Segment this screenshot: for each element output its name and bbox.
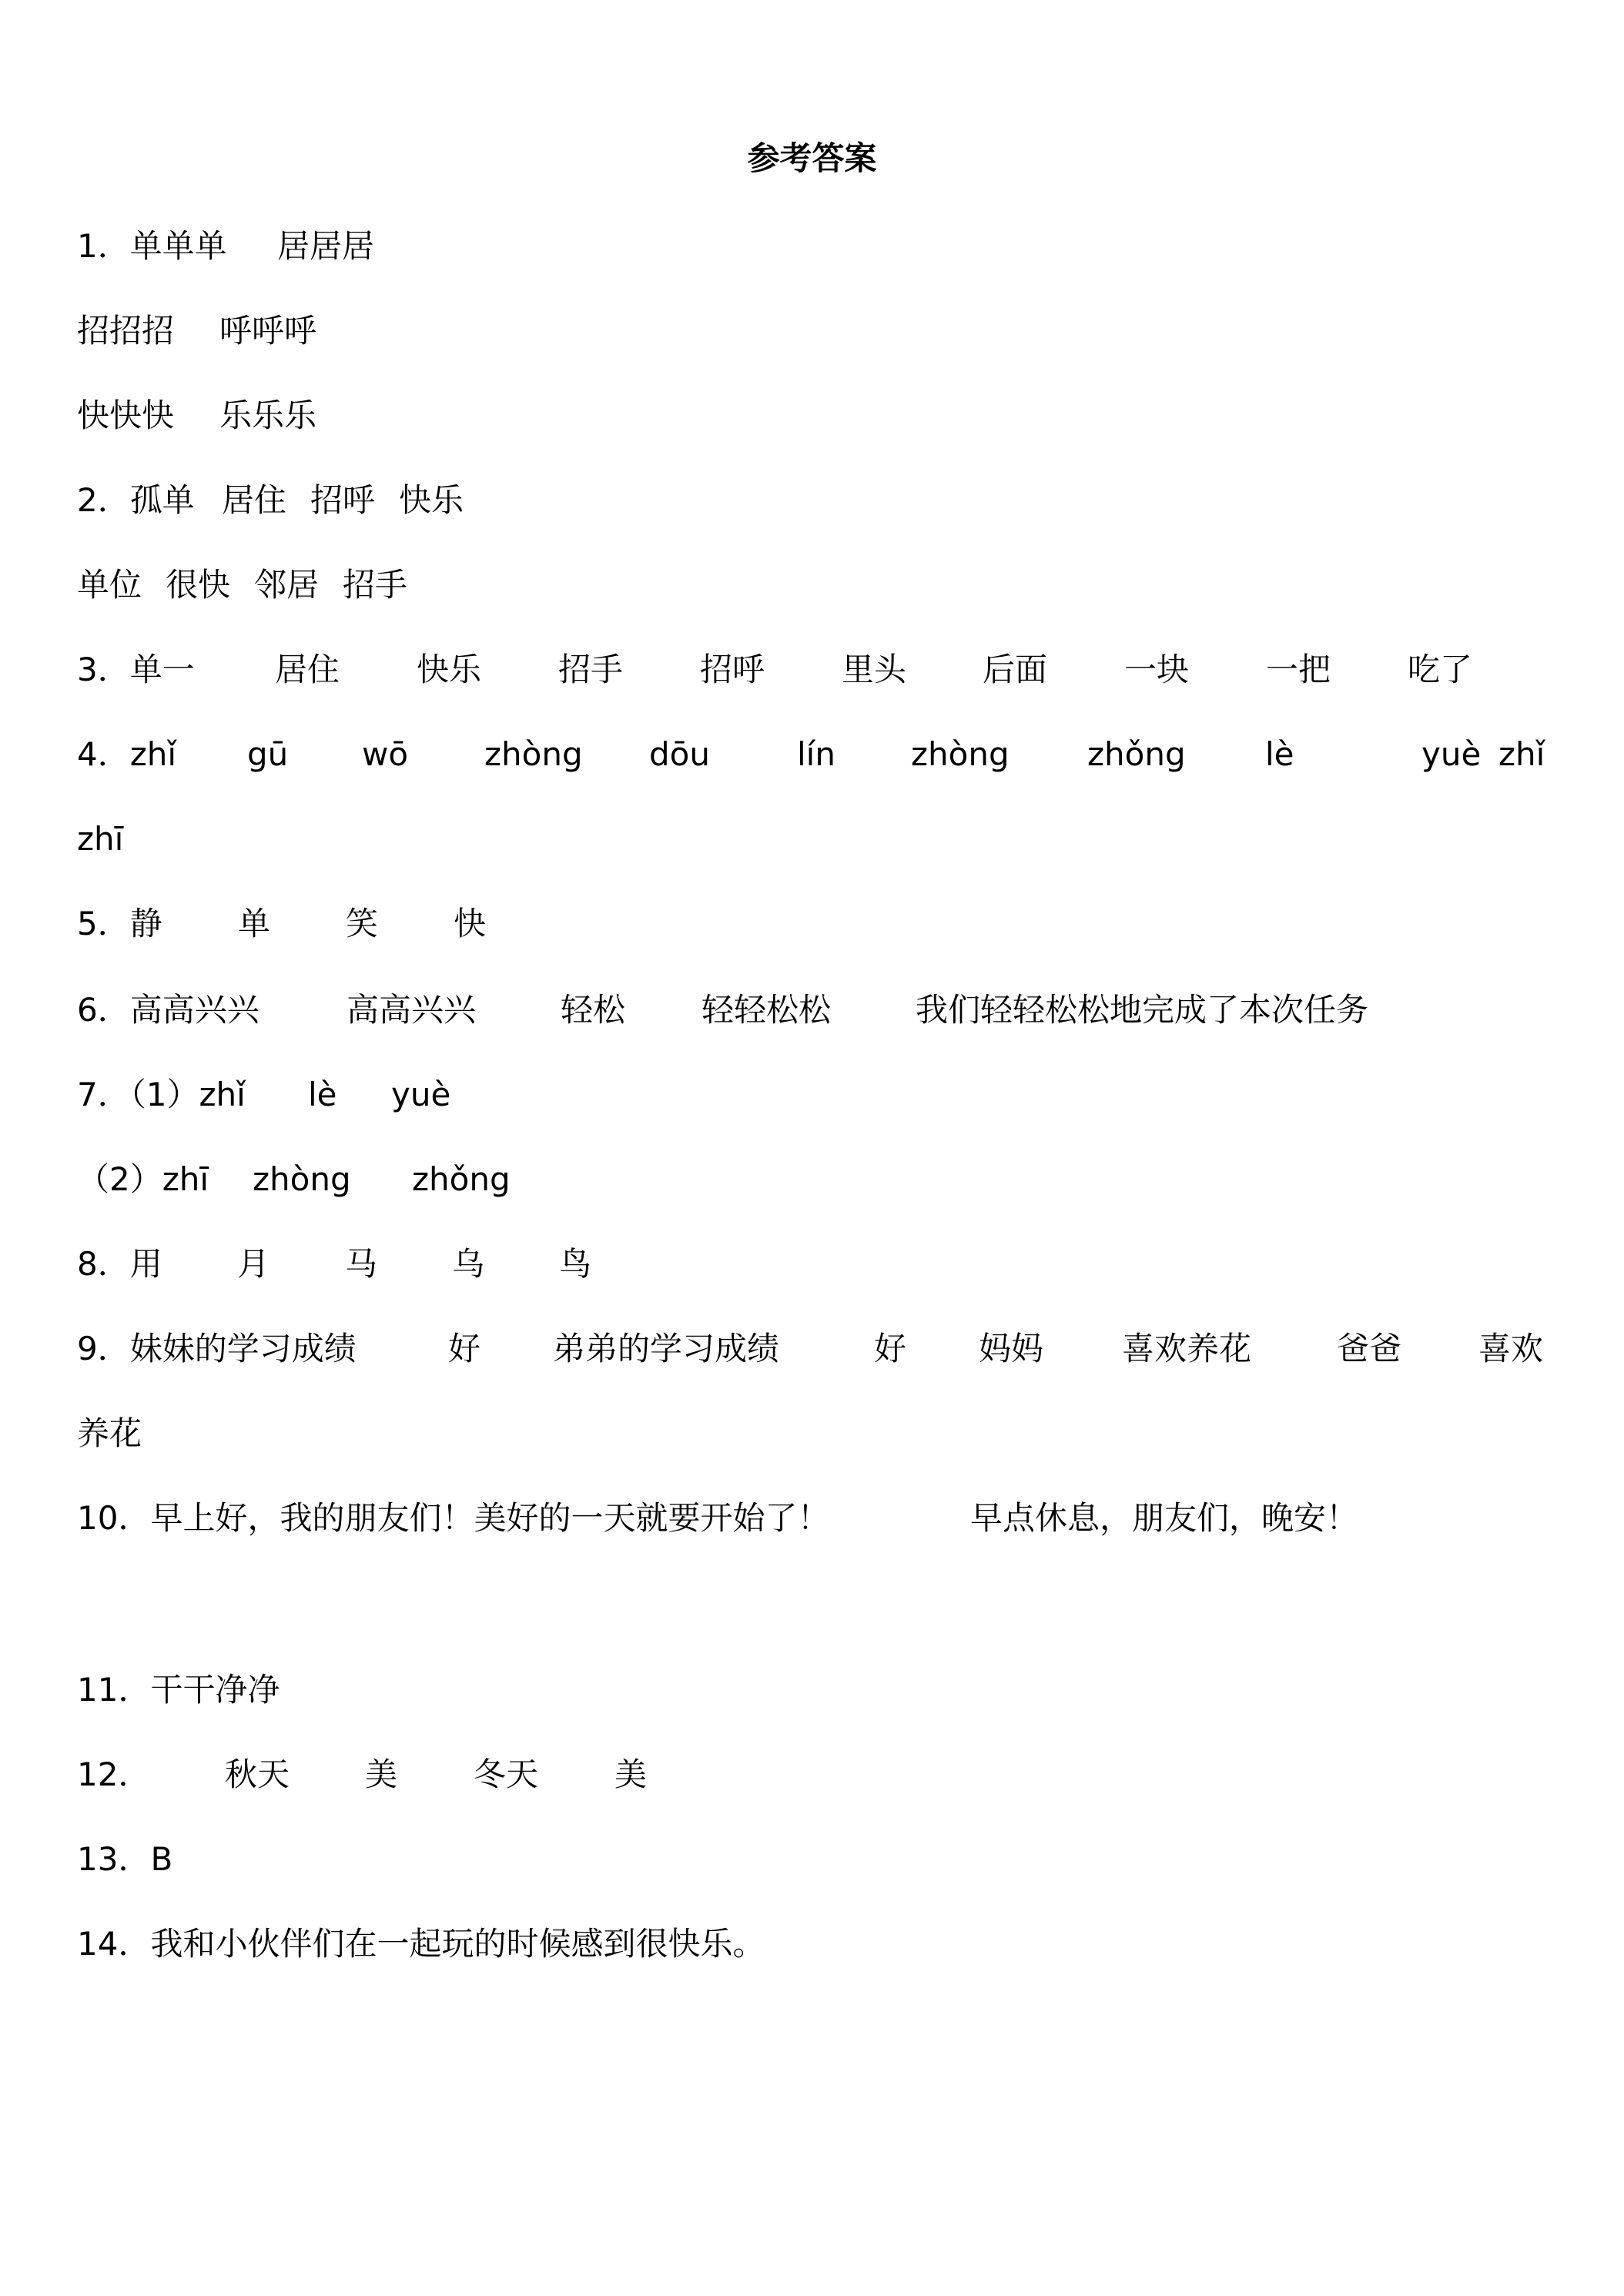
answer-line-q1-b <box>0 308 1624 354</box>
answer-segment: 5．静 <box>77 905 162 942</box>
answer-segment: 邻居 <box>254 566 320 604</box>
answer-segment: 招招招 <box>77 312 175 350</box>
answer-segment: wō <box>362 735 409 773</box>
answer-line-q7-a <box>0 1072 1624 1118</box>
answer-segment: 单位 <box>77 566 142 604</box>
answer-segment: 快快快 <box>77 397 175 434</box>
answer-line-q7-b <box>0 1156 1624 1203</box>
answer-segment: 招呼 <box>700 651 765 688</box>
answer-segment: 一块 <box>1124 651 1190 688</box>
answer-segment: zhǐ <box>1498 735 1545 773</box>
answer-segment: yuè <box>391 1076 451 1113</box>
answer-line-q9-b <box>0 1411 1624 1457</box>
answer-segment: 马 <box>345 1245 378 1283</box>
answer-line-q13 <box>0 1836 1624 1883</box>
answer-segment: 高高兴兴 <box>347 991 477 1029</box>
answer-line-q2-a <box>0 477 1624 524</box>
answer-segment: 8．用 <box>77 1245 162 1283</box>
answer-segment: 很快 <box>166 566 231 604</box>
answer-segment: 爸爸 <box>1337 1330 1402 1367</box>
answer-segment: 弟弟的学习成绩 <box>553 1330 780 1367</box>
answer-line-q4-b <box>0 816 1624 862</box>
answer-segment: 12． <box>77 1755 151 1793</box>
answer-segment: zhòng <box>253 1160 351 1198</box>
answer-line-q10 <box>0 1495 1624 1541</box>
answer-segment: 单 <box>238 905 271 942</box>
answer-segment: 招手 <box>343 566 408 604</box>
answer-segment: 妈妈 <box>979 1330 1044 1367</box>
answer-segment: 6．高高兴兴 <box>77 991 260 1029</box>
answer-segment: 一把 <box>1266 651 1331 688</box>
answer-segment: 呼呼呼 <box>219 312 317 350</box>
answer-segment: 快 <box>454 905 487 942</box>
answer-segment: 4．zhǐ <box>77 735 177 773</box>
answer-segment: 喜欢 <box>1478 1330 1544 1367</box>
answer-segment: lè <box>308 1076 337 1113</box>
answer-segment: 月 <box>237 1245 270 1283</box>
answer-segment: zhǒng <box>1087 735 1186 773</box>
answer-segment: （2）zhī <box>77 1160 209 1198</box>
answer-segment: 3．单一 <box>77 651 195 688</box>
answer-line-q1-a <box>0 223 1624 269</box>
answer-segment: 吃了 <box>1408 651 1473 688</box>
answer-line-q9-a <box>0 1326 1624 1372</box>
answer-segment: 7．（1）zhǐ <box>77 1076 246 1113</box>
answer-segment: 好 <box>448 1330 481 1367</box>
answer-segment: 我们轻轻松松地完成了本次任务 <box>916 991 1369 1029</box>
answer-segment: 居居居 <box>277 227 375 265</box>
answer-segment: 居住 <box>275 651 340 688</box>
answer-segment: dōu <box>649 735 710 773</box>
answer-segment: 乌 <box>452 1245 485 1283</box>
answer-line-q2-b <box>0 562 1624 608</box>
answer-segment: zhòng <box>484 735 583 773</box>
answer-segment: lín <box>797 735 835 773</box>
answer-line-q6 <box>0 987 1624 1033</box>
answer-line-q12 <box>0 1752 1624 1798</box>
answer-segment: 美 <box>365 1755 398 1793</box>
answer-segment: 好 <box>874 1330 907 1367</box>
answer-segment: 2．孤单 <box>77 481 195 519</box>
answer-segment: zhòng <box>911 735 1010 773</box>
answer-segment: 招呼 <box>310 481 376 519</box>
answer-line-q4-a <box>0 731 1624 778</box>
answer-segment: 9．妹妹的学习成绩 <box>77 1330 357 1367</box>
answer-segment: 13．B <box>77 1840 173 1878</box>
answer-segment: 招手 <box>558 651 624 688</box>
answer-segment: 轻轻松松 <box>702 991 832 1029</box>
answer-segment: 美 <box>614 1755 648 1793</box>
answer-segment: zhǒng <box>412 1160 511 1198</box>
answer-line-q3 <box>0 647 1624 693</box>
answer-segment: 养花 <box>77 1414 142 1452</box>
answer-segment: 1．单单单 <box>77 227 227 265</box>
answer-segment: 里头 <box>842 651 907 688</box>
answer-segment: 快乐 <box>417 651 482 688</box>
answer-segment: gū <box>247 735 289 773</box>
answer-segment: 鸟 <box>559 1245 592 1283</box>
answer-segment: 早点休息，朋友们，晚安！ <box>970 1499 1359 1537</box>
answer-line-q11 <box>0 1667 1624 1713</box>
answer-line-q1-c <box>0 393 1624 439</box>
answer-segment: 11．干干净净 <box>77 1671 280 1709</box>
answer-line-q5 <box>0 901 1624 947</box>
answer-segment: 冬天 <box>474 1755 539 1793</box>
answer-segment: lè <box>1265 735 1294 773</box>
answer-segment: 喜欢养花 <box>1122 1330 1252 1367</box>
answer-segment: 乐乐乐 <box>219 397 317 434</box>
answer-segment: 居住 <box>222 481 287 519</box>
answer-segment: 轻松 <box>561 991 626 1029</box>
answer-segment: 快乐 <box>399 481 464 519</box>
answer-segment: zhī <box>77 820 124 858</box>
page-title: 参考答案 <box>747 139 877 177</box>
answer-segment: 笑 <box>346 905 379 942</box>
answer-segment: 10．早上好，我的朋友们！美好的一天就要开始了！ <box>77 1499 830 1537</box>
answer-line-q8 <box>0 1241 1624 1287</box>
answer-segment: yuè <box>1421 735 1482 773</box>
answer-line-q14 <box>0 1921 1624 1967</box>
answer-segment: 秋天 <box>225 1755 290 1793</box>
answer-segment: 后面 <box>983 651 1048 688</box>
answer-segment: 14．我和小伙伴们在一起玩的时候感到很快乐。 <box>77 1925 765 1963</box>
